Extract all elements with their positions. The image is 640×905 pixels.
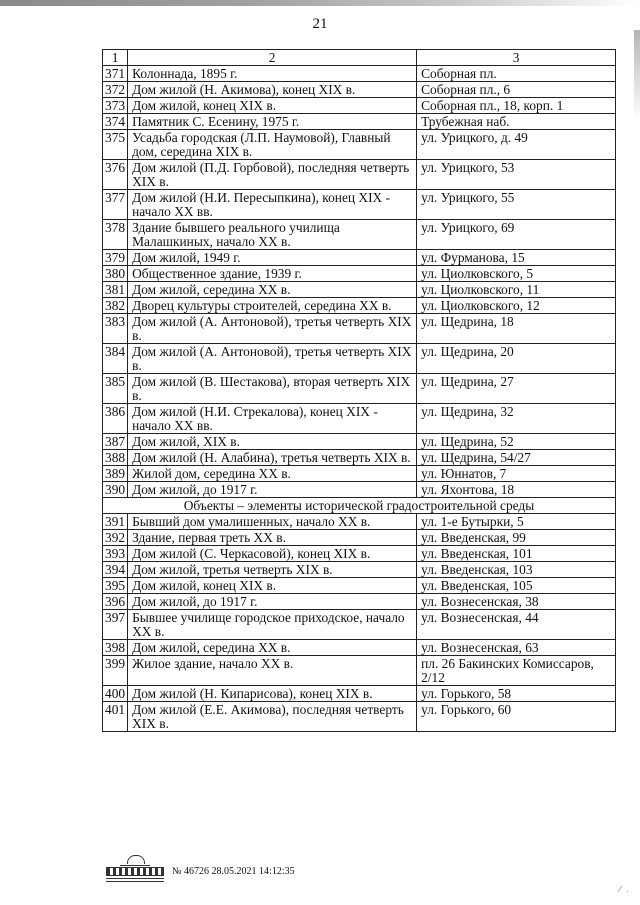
cell-name: Дом жилой (А. Антоновой), третья четверть XIX в.: [128, 344, 417, 374]
cell-name: Дом жилой (Н. Алабина), третья четверть XIX в.: [128, 450, 417, 466]
cell-name: Бывший дом умалишенных, начало XX в.: [128, 514, 417, 530]
cell-addr: ул. Юннатов, 7: [417, 466, 616, 482]
table-row: [103, 482, 616, 498]
cell-num: 384: [103, 344, 128, 374]
cell-name: Дом жилой (Е.Е. Акимова), последняя четверть XIX в.: [128, 702, 417, 732]
cell-name: Бывшее училище городское приходское, начало XX в.: [128, 610, 417, 640]
cell-num: 391: [103, 514, 128, 530]
cell-addr: пл. 26 Бакинских Комиссаров, 2/12: [417, 656, 616, 686]
cell-name: Жилой дом, середина XX в.: [128, 466, 417, 482]
table-row: [103, 686, 616, 702]
table-row: [103, 404, 616, 434]
cell-addr: ул. Щедрина, 18: [417, 314, 616, 344]
section-heading-row: [103, 498, 616, 514]
table-row: [103, 344, 616, 374]
cell-name: Памятник С. Есенину, 1975 г.: [128, 114, 417, 130]
header-col-3: 3: [417, 50, 616, 66]
cell-name: Усадьба городская (Л.П. Наумовой), Главный дом, середина XIX в.: [128, 130, 417, 160]
cell-num: 376: [103, 160, 128, 190]
cell-num: 393: [103, 546, 128, 562]
cell-num: 387: [103, 434, 128, 450]
table-row: [103, 530, 616, 546]
cell-addr: ул. Урицкого, 69: [417, 220, 616, 250]
cell-name: Дом жилой, конец XIX в.: [128, 98, 417, 114]
cell-addr: ул. Щедрина, 54/27: [417, 450, 616, 466]
cell-name: Дом жилой (Н. Кипарисова), конец XIX в.: [128, 686, 417, 702]
table-row: [103, 434, 616, 450]
cell-addr: ул. Введенская, 99: [417, 530, 616, 546]
cell-name: Дом жилой, 1949 г.: [128, 250, 417, 266]
cell-num: 395: [103, 578, 128, 594]
cell-num: 399: [103, 656, 128, 686]
cell-addr: ул. Урицкого, д. 49: [417, 130, 616, 160]
cell-addr: ул. Урицкого, 55: [417, 190, 616, 220]
cell-name: Здание, первая треть XX в.: [128, 530, 417, 546]
table-header-row: [103, 50, 616, 66]
table-row: [103, 190, 616, 220]
cell-addr: Соборная пл., 18, корп. 1: [417, 98, 616, 114]
section-title: Объекты – элементы исторической градостроительной среды: [103, 498, 616, 514]
cell-num: 380: [103, 266, 128, 282]
table-row: [103, 160, 616, 190]
cell-num: 394: [103, 562, 128, 578]
table-row: [103, 514, 616, 530]
objects-table: [102, 49, 616, 732]
cell-addr: ул. Циолковского, 12: [417, 298, 616, 314]
cell-name: Дом жилой (С. Черкасовой), конец XIX в.: [128, 546, 417, 562]
cell-addr: Трубежная наб.: [417, 114, 616, 130]
cell-num: 377: [103, 190, 128, 220]
header-col-2: 2: [128, 50, 417, 66]
cell-num: 374: [103, 114, 128, 130]
cell-name: Дом жилой (А. Антоновой), третья четверть XIX в.: [128, 314, 417, 344]
table-row: [103, 466, 616, 482]
cell-num: 385: [103, 374, 128, 404]
cell-num: 378: [103, 220, 128, 250]
cell-addr: Соборная пл.: [417, 66, 616, 82]
cell-addr: ул. Циолковского, 11: [417, 282, 616, 298]
table-row: [103, 374, 616, 404]
cell-num: 373: [103, 98, 128, 114]
cell-name: Дом жилой (Н.И. Пересыпкина), конец XIX - начало XX вв.: [128, 190, 417, 220]
table-row: [103, 220, 616, 250]
government-building-icon: [106, 855, 164, 885]
cell-addr: ул. Вознесенская, 44: [417, 610, 616, 640]
cell-name: Дом жилой (Н.И. Стрекалова), конец XIX - начало XX вв.: [128, 404, 417, 434]
cell-addr: ул. Циолковского, 5: [417, 266, 616, 282]
table-row: [103, 266, 616, 282]
cell-addr: ул. Вознесенская, 38: [417, 594, 616, 610]
cell-name: Дворец культуры строителей, середина XX в.: [128, 298, 417, 314]
table-row: [103, 656, 616, 686]
cell-name: Дом жилой, до 1917 г.: [128, 594, 417, 610]
cell-name: Дом жилой (Н. Акимова), конец XIX в.: [128, 82, 417, 98]
cell-addr: ул. Яхонтова, 18: [417, 482, 616, 498]
cell-name: Дом жилой, третья четверть XIX в.: [128, 562, 417, 578]
cell-addr: ул. Щедрина, 27: [417, 374, 616, 404]
cell-num: 390: [103, 482, 128, 498]
cell-num: 379: [103, 250, 128, 266]
cell-num: 383: [103, 314, 128, 344]
cell-addr: ул. Введенская, 103: [417, 562, 616, 578]
cell-num: 388: [103, 450, 128, 466]
cell-name: Дом жилой, до 1917 г.: [128, 482, 417, 498]
table-row: [103, 250, 616, 266]
cell-num: 382: [103, 298, 128, 314]
table-row: [103, 66, 616, 82]
table-row: [103, 82, 616, 98]
table-row: [103, 610, 616, 640]
table-row: [103, 578, 616, 594]
cell-addr: ул. 1-е Бутырки, 5: [417, 514, 616, 530]
table-row: [103, 98, 616, 114]
cell-num: 372: [103, 82, 128, 98]
table-row: [103, 130, 616, 160]
header-col-1: 1: [103, 50, 128, 66]
table-row: [103, 640, 616, 656]
cell-num: 398: [103, 640, 128, 656]
cell-name: Дом жилой, конец XIX в.: [128, 578, 417, 594]
cell-addr: ул. Щедрина, 20: [417, 344, 616, 374]
cell-num: 375: [103, 130, 128, 160]
cell-addr: ул. Введенская, 105: [417, 578, 616, 594]
cell-addr: ул. Щедрина, 32: [417, 404, 616, 434]
cell-name: Колоннада, 1895 г.: [128, 66, 417, 82]
cell-addr: ул. Горького, 58: [417, 686, 616, 702]
cell-name: Здание бывшего реального училища Малашкиных, начало XX в.: [128, 220, 417, 250]
cell-name: Общественное здание, 1939 г.: [128, 266, 417, 282]
table-row: [103, 450, 616, 466]
cell-name: Дом жилой, XIX в.: [128, 434, 417, 450]
cell-num: 381: [103, 282, 128, 298]
table-row: [103, 114, 616, 130]
document-stamp: № 46726 28.05.2021 14:12:35: [172, 866, 295, 877]
cell-num: 371: [103, 66, 128, 82]
table-row: [103, 314, 616, 344]
scan-shadow-top: [0, 0, 640, 6]
cell-addr: Соборная пл., 6: [417, 82, 616, 98]
cell-addr: ул. Вознесенская, 63: [417, 640, 616, 656]
table-row: [103, 546, 616, 562]
cell-num: 401: [103, 702, 128, 732]
table-row: [103, 594, 616, 610]
cell-num: 400: [103, 686, 128, 702]
cell-addr: ул. Урицкого, 53: [417, 160, 616, 190]
table-row: [103, 298, 616, 314]
cell-num: 389: [103, 466, 128, 482]
cell-name: Дом жилой, середина XX в.: [128, 282, 417, 298]
table-row: [103, 562, 616, 578]
cell-name: Дом жилой, середина XX в.: [128, 640, 417, 656]
page-number: 21: [312, 16, 328, 32]
cell-name: Дом жилой (П.Д. Горбовой), последняя четверть XIX в.: [128, 160, 417, 190]
cell-addr: ул. Фурманова, 15: [417, 250, 616, 266]
cell-num: 392: [103, 530, 128, 546]
table-row: [103, 702, 616, 732]
scan-corner-mark: ⁄ ﹒: [619, 884, 632, 894]
cell-num: 396: [103, 594, 128, 610]
scan-shadow-right: [634, 30, 640, 120]
cell-num: 397: [103, 610, 128, 640]
table-row: [103, 282, 616, 298]
cell-name: Дом жилой (В. Шестакова), вторая четверть XIX в.: [128, 374, 417, 404]
cell-name: Жилое здание, начало XX в.: [128, 656, 417, 686]
cell-addr: ул. Щедрина, 52: [417, 434, 616, 450]
cell-addr: ул. Введенская, 101: [417, 546, 616, 562]
footer: [106, 855, 295, 885]
cell-num: 386: [103, 404, 128, 434]
cell-addr: ул. Горького, 60: [417, 702, 616, 732]
